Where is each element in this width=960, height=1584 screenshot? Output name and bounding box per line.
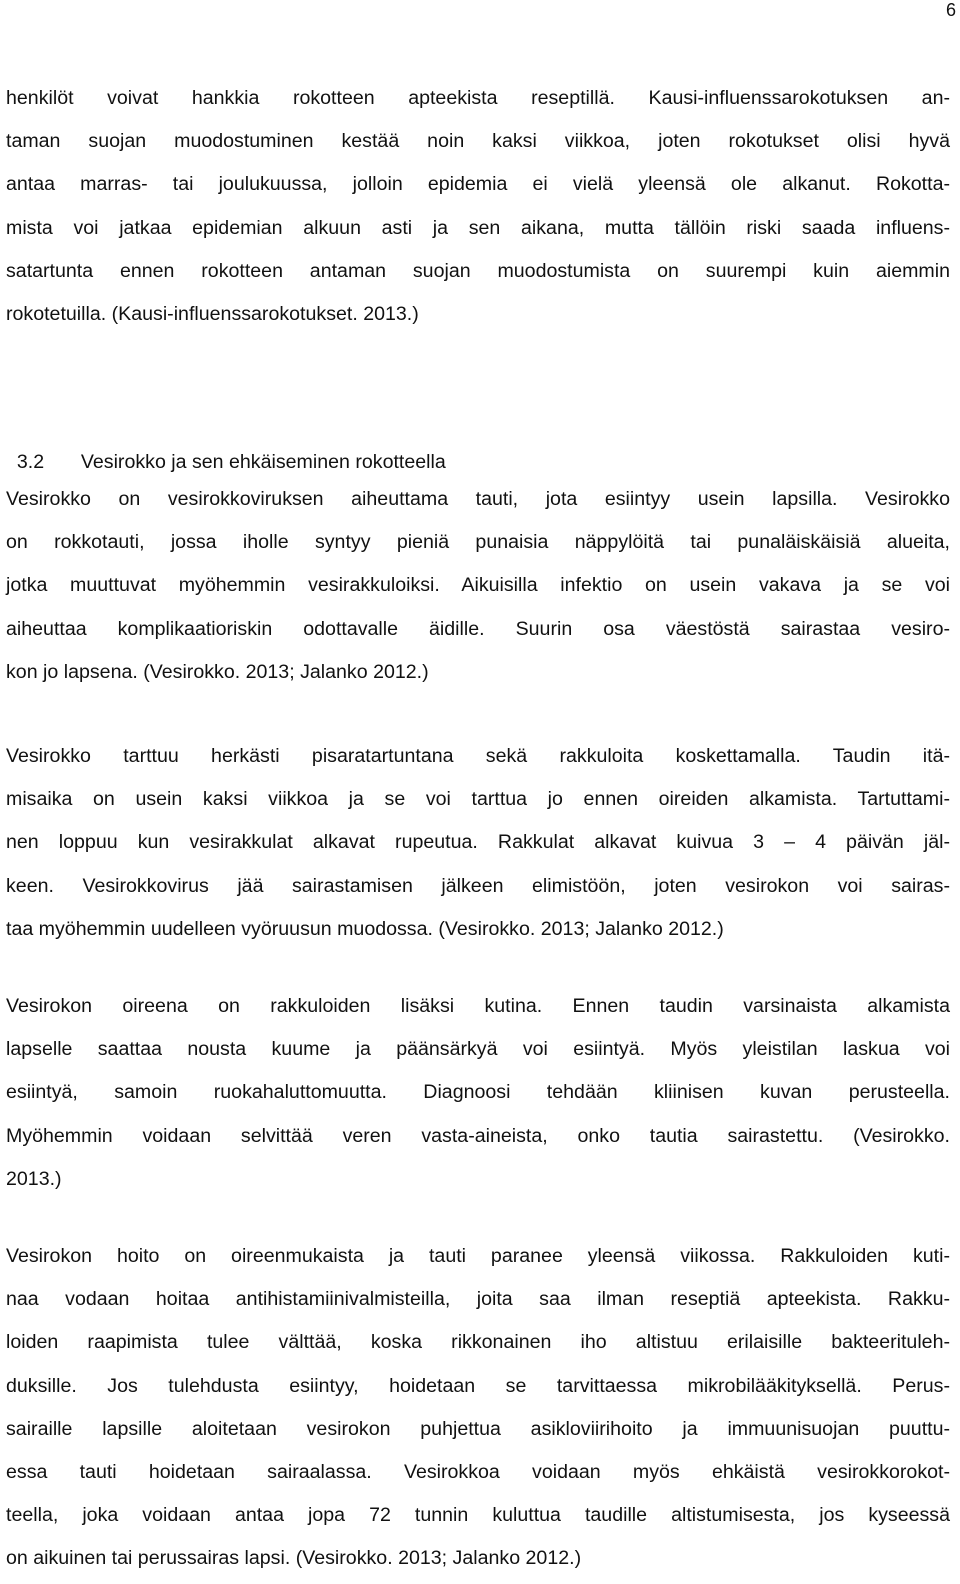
- text-line: esiintyä, samoin ruokahaluttomuutta. Diagnoosi tehdään kliinisen kuvan perusteella.: [6, 1081, 950, 1104]
- text-line: jotka muuttuvat myöhemmin vesirakkuloiksi. Aikuisilla infektio on usein vakava ja se voi: [6, 574, 950, 597]
- page-number: 6: [945, 0, 956, 20]
- text-line: mista voi jatkaa epidemian alkuun asti ja sen aikana, mutta tällöin riski saada influens-: [6, 216, 950, 239]
- paragraph-chickenpox-symptoms: [6, 985, 950, 1201]
- text-line: misaika on usein kaksi viikkoa ja se voi tarttua jo ennen oireiden alkamista. Tartuttami-: [6, 788, 950, 811]
- section-title: Vesirokko ja sen ehkäiseminen rokotteella: [80, 451, 446, 473]
- text-line: Myöhemmin voidaan selvittää veren vasta-aineista, onko tautia sairastettu. (Vesirokko.: [6, 1124, 950, 1147]
- text-line: Vesirokon hoito on oireenmukaista ja tauti paranee yleensä viikossa. Rakkuloiden kuti-: [6, 1245, 950, 1267]
- paragraph-chickenpox-treatment: [6, 1235, 950, 1581]
- text-line: Vesirokko tarttuu herkästi pisaratartuntana sekä rakkuloita koskettamalla. Taudin itä-: [6, 745, 950, 767]
- text-line: sairaille lapsille aloitetaan vesirokon puhjettua asikloviirihoito ja immuunisuojan puuttu-: [6, 1417, 950, 1440]
- text-line: Vesirokon oireena on rakkuloiden lisäksi kutina. Ennen taudin varsinaista alkamista: [6, 995, 950, 1017]
- text-line: on aikuinen tai perussairas lapsi. (Vesirokko. 2013; Jalanko 2012.): [6, 1547, 582, 1570]
- text-line: essa tauti hoidetaan sairaalassa. Vesirokkoa voidaan myös ehkäistä vesirokkorokot-: [6, 1461, 950, 1484]
- text-line: taa myöhemmin uudelleen vyöruusun muodossa. (Vesirokko. 2013; Jalanko 2012.): [6, 917, 724, 940]
- text-line: 2013.): [6, 1167, 62, 1190]
- text-line: rokotetuilla. (Kausi-influenssarokotukset. 2013.): [6, 303, 419, 326]
- section-heading: [6, 402, 446, 482]
- text-line: on rokkotauti, jossa iholle syntyy pieniä punaisia näppylöitä tai punaläiskäisiä alueita,: [6, 531, 950, 554]
- text-line: lapselle saattaa nousta kuume ja päänsärkyä voi esiintyä. Myös yleistilan laskua voi: [6, 1038, 950, 1061]
- text-line: antaa marras- tai joulukuussa, jolloin epidemia ei vielä yleensä ole alkanut. Rokotta-: [6, 173, 950, 196]
- text-line: teella, joka voidaan antaa jopa 72 tunnin kuluttua taudille altistumisesta, jos kyseessä: [6, 1504, 950, 1527]
- paragraph-influenza-vaccination: [6, 77, 950, 336]
- text-line: satartunta ennen rokotteen antaman suojan muodostumista on suurempi kuin aiemmin: [6, 259, 950, 282]
- paragraph-chickenpox-definition: [6, 478, 950, 694]
- paragraph-chickenpox-transmission: [6, 735, 950, 951]
- section-number: 3.2: [16, 451, 45, 473]
- text-line: loiden raapimista tulee välttää, koska rikkonainen iho altistuu erilaisille bakteerituleh-: [6, 1331, 950, 1354]
- text-line: duksille. Jos tulehdusta esiintyy, hoidetaan se tarvittaessa mikrobilääkityksellä. Perus-: [6, 1374, 950, 1397]
- text-line: Vesirokko on vesirokkoviruksen aiheuttama tauti, jota esiintyy usein lapsilla. Vesirokko: [6, 488, 950, 510]
- text-line: kon jo lapsena. (Vesirokko. 2013; Jalanko 2012.): [6, 660, 429, 683]
- text-line: nen loppuu kun vesirakkulat alkavat rupeutua. Rakkulat alkavat kuivua 3 – 4 päivän jäl-: [6, 831, 950, 854]
- text-line: henkilöt voivat hankkia rokotteen apteekista reseptillä. Kausi-influenssarokotuksen an-: [6, 87, 950, 109]
- text-line: naa vodaan hoitaa antihistamiinivalmisteilla, joita saa ilman reseptiä apteekista. Rakku-: [6, 1288, 950, 1311]
- text-line: keen. Vesirokkovirus jää sairastamisen jälkeen elimistöön, joten vesirokon voi sairas-: [6, 874, 950, 897]
- text-line: aiheuttaa komplikaatioriskin odottavalle äidille. Suurin osa väestöstä sairastaa vesiro-: [6, 617, 950, 640]
- text-line: taman suojan muodostuminen kestää noin kaksi viikkoa, joten rokotukset olisi hyvä: [6, 130, 950, 153]
